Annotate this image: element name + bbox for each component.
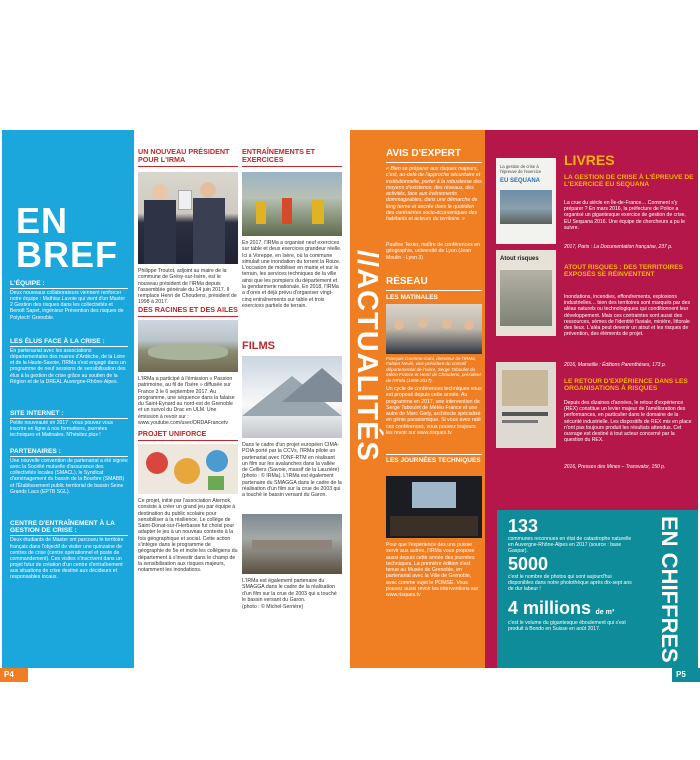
uniforce-text: Ce projet, initié par l'association Aternok, consiste à créer un grand jeu par équipe à destination du public scolaire pour sensibiliser à la résilience. Le collège de Saint-Donat-sur-l'Herbasse fut choisi pour adapter le jeu à un nouveau contexte à la fois géographique et social. Cette action s'intègre dans le programme de géographie de 5e et incite les collégiens du département à s'investir dans le champ de la sensibilisation aux risques majeurs, notamment les inondations. bbox=[138, 498, 238, 574]
en-chiffres-vertical-text: EN CHIFFRES bbox=[657, 516, 682, 663]
section-title: SITE INTERNET : bbox=[10, 410, 128, 419]
figure-3-value: 4 millions bbox=[508, 598, 592, 618]
figure-3-value-line bbox=[508, 598, 648, 619]
section-title: PARTENAIRES : bbox=[10, 448, 128, 457]
journees-photo bbox=[386, 476, 482, 538]
figure-2-value: 5000 bbox=[508, 554, 549, 574]
livres-title: LIVRES bbox=[564, 152, 615, 168]
matinales-title: LES MATINALES bbox=[386, 294, 438, 301]
section-text: Une nouvelle convention de partenariat a été signée avec la Société mutuelle d'assurance des collectivités locales (SMACL), le Syndicat d'aménagement du bassin de la Bourbre (SMABB) et l'Établissement public territorial de bassin Seine Grands Lacs (EPTB SGL). bbox=[10, 458, 128, 495]
matinales-caption: François Gaonmo-Gani, directeur de l'IRMa, Fabien Nevié, vice-président du conseil départemental de l'Isère, Serge Taboulet du Métro France et Henri de Choudens, président de l'IRMa (1998-2017). bbox=[386, 356, 481, 383]
films-photo-crue bbox=[242, 514, 342, 574]
book1-cite: 2017, Paris : La Documentation française, 237 p. bbox=[564, 244, 673, 250]
films-credit: (photo : © Michel-Serrière) bbox=[242, 604, 304, 610]
avis-divider bbox=[386, 162, 482, 163]
figure-1-value: 133 bbox=[508, 516, 539, 536]
page-number-left: P4 bbox=[0, 668, 28, 682]
figure-1-text: communes reconnues en état de catastrophe naturelle en Auvergne-Rhône-Alpes en 2017 (source : base Gaspar). bbox=[508, 536, 632, 555]
reseau-title: RÉSEAU bbox=[386, 276, 428, 287]
racines-text: L'IRMa a participé à l'émission « Passion patrimoine, au fil de l'Isère » diffusée sur France 3 le 6 septembre 2017. Au programme, une séquence dans la falaise du Saint-Eynard au nord-est de Grenoble et un survol du Drac en ULM. Une émission à revoir sur : www.youtube.com/user/DRDAFrancetv bbox=[138, 376, 235, 427]
matinales-text: Un cycle de conférences techniques vous est proposé depuis cette année. Au programme en 2017, une intervention de Serge Taboulet de Météo France et une autre de Marc Giely, architecte spécialisé en génie parasismique. Si vous avez raté ces conférences, vous pouvez toujours les revoir sur www.risques.tv bbox=[386, 386, 482, 437]
book2-cite: 2016, Marseille : Éditions Parenthèses, 173 p. bbox=[564, 362, 667, 368]
en-bref-title: EN BREF bbox=[16, 200, 118, 275]
en-chiffres-vertical-title bbox=[652, 512, 696, 666]
exercices-text: En 2017, l'IRMa a organisé neuf exercices sur table et deux exercices grandeur réelle. Ici à Voreppe, en Isère, où la commune simulait une inondation du torrent la Roize. L'occasion de mobiliser en mairie et sur le terrain, les services techniques de la ville ainsi que les pompiers du département et la gendarmerie nationale. En 2018, l'IRMa a d'ores et déjà prévu d'organiser vingt-cinq entraînements sur table et trois exercices partiels de terrain. bbox=[242, 240, 342, 309]
section-text: Deux nouveaux collaborateurs viennent renforcer notre équipe : Mathias Lavoie qui vient d'un Master 2 Gestion des risques dans les collectivités et Benoît Sapet, ingénieur Prévention des risques de Polytech' Grenoble. bbox=[10, 290, 126, 321]
book3-title: LE RETOUR D'EXPÉRIENCE DANS LES ORGANISATIONS À RISQUES bbox=[564, 378, 688, 393]
section-title: L'ÉQUIPE : bbox=[10, 280, 128, 289]
journees-title: LES JOURNÉES TECHNIQUES bbox=[386, 454, 482, 464]
avis-expert-title: AVIS D'EXPERT bbox=[386, 148, 461, 159]
actualites-vertical-text: //ACTUALITÉS bbox=[351, 250, 383, 462]
en-bref-column bbox=[2, 130, 134, 668]
journees-text: Pour que l'expérience des uns puisse servir aux autres, l'IRMa vous propose aussi depuis cette année des journées techniques. La première édition s'est tenue au Musée de Grenoble, en partenariat avec la Ville de Grenoble, avec comme sujet le POMSE. Vous pouvez aussi revoir les interventions sur www.risques.tv bbox=[386, 542, 479, 599]
section-text: Deux étudiants de Master ont parcouru le territoire français dans l'objectif de visiter une quinzaine de centres de crise (centre opérationnel et poste de commandement). Ces visites s'inscrivent dans un projet futur de création d'un centre d'entraînement aux situations de crise destiné aux décideurs et responsables locaux. bbox=[10, 537, 124, 580]
president-photo bbox=[138, 172, 238, 264]
figure-3-text: c'est le volume du gigantesque éboulement qui s'est produit à Bondo en Suisse en août 2017. bbox=[508, 620, 626, 633]
section-text: En partenariat avec les associations départementales des maires d'Ardèche, de la Loire et de la Haute-Savoie, l'IRMa s'est engagé dans un programme de neuf sessions de sensibilisation des élus à la gestion de crise grâce au soutien de la Région et de la DREAL Auvergne-Rhône-Alpes. bbox=[10, 348, 126, 385]
page-number-right: P5 bbox=[672, 668, 700, 682]
films-title: FILMS bbox=[242, 340, 275, 352]
expert-author: Pauline Texier, maître de conférences en géographie, université de Lyon (Jean Moulin - Lyon 3) bbox=[386, 242, 480, 261]
figure-2-text: c'est le nombre de photos qui sont aujourd'hui disponibles dans notre photothèque après dix-sept ans de dur labeur ! bbox=[508, 574, 632, 593]
president-title: UN NOUVEAU PRÉSIDENT POUR L'IRMA bbox=[138, 148, 238, 167]
book-cover-subtitle: EU SEQUANA bbox=[500, 178, 541, 184]
bref-section-elus bbox=[10, 338, 128, 385]
racines-photo bbox=[138, 320, 238, 372]
book-cover-atout-risques bbox=[496, 250, 556, 336]
bref-section-site bbox=[10, 410, 128, 438]
book-cover-title: La gestion de crise à l'épreuve de l'exercice bbox=[500, 164, 542, 174]
films-photo-avalanche bbox=[242, 356, 342, 438]
book1-title: LA GESTION DE CRISE À L'ÉPREUVE DE L'EXERCICE EU SEQUANA bbox=[564, 174, 694, 189]
actualites-vertical-title bbox=[350, 130, 390, 668]
exercices-photo bbox=[242, 172, 342, 236]
uniforce-title: PROJET UNIFORCE bbox=[138, 430, 238, 441]
reseau-divider bbox=[386, 290, 482, 291]
book2-text: Inondations, incendies, effondrements, explosions industrielles… bien des territoires sont marqués par des aléas naturels ou technologiques qui conditionnent leur développement. Mais ces contraintes sont aussi des ressources, sèmes de l'identité fluviale, minière, littorale des lieux. L'aléa peut devenir un atout et les risques de prévention, des éléments de projet. bbox=[564, 294, 690, 338]
bref-section-partenaires bbox=[10, 448, 128, 495]
exercices-title: ENTRAÎNEMENTS ET EXERCICES bbox=[242, 148, 342, 167]
book-cover-title: Atout risques bbox=[500, 256, 539, 262]
racines-title: DES RACINES ET DES AILES bbox=[138, 306, 238, 317]
section-title: LES ÉLUS FACE À LA CRISE : bbox=[10, 338, 128, 347]
figure-3-unit: de m³ bbox=[595, 609, 615, 616]
book3-text: Depuis des dizaines d'années, le retour d'expérience (REX) constitue un levier majeur de l'amélioration des performances, en particulier dans le domaine de la sécurité industrielle. Les dispositifs de REX mis en place n'ont pas toujours produit les résultats attendus. Cet ouvrage est destiné à tout acteur concerné par la question du REX. bbox=[564, 400, 692, 444]
book2-title: ATOUT RISQUES : DES TERRITOIRES EXPOSÉS SE RÉINVENTENT bbox=[564, 264, 684, 279]
section-title: CENTRE D'ENTRAÎNEMENT À LA GESTION DE CRISE : bbox=[10, 520, 128, 536]
bref-section-centre bbox=[10, 520, 128, 580]
book-cover-eu-sequana bbox=[496, 158, 556, 244]
book3-cite: 2016, Presses des Mines – Transvalor, 150 p. bbox=[564, 464, 666, 470]
matinales-photo bbox=[386, 304, 482, 354]
section-text: Petite nouveauté en 2017 : vous pouvez vous inscrire en ligne à nos formations, journées techniques et Matinales. N'hésitez plus ! bbox=[10, 420, 114, 439]
expert-quote: « Bien se préparer aux risques majeurs, c'est, au-delà de l'approche sécuritaire et institutionnelle, porter à la robustesse des moyens d'existence, des réseaux, des activités, face aux événements dommageables, dans une démarche de long terme et ancrée dans le quotidien des contraintes socio-économiques des habitants et acteurs du territoire. » bbox=[386, 166, 482, 223]
films-text-1: Dans le cadre d'un projet européen CIMA-POIA porté par la CCVs, l'IRMa pilote un partenariat avec l'ONF-RTM en réalisant un film sur les avalanches dans la vallée de Celliers (Savoie, massif de la Lauzière) (photo : © IRMa). L'IRMa est également partenaire du SMAGGA dans le cadre de la réalisation d'un film sur la crue de 2003 qui a touché le bassin versant du Garon. bbox=[242, 442, 342, 499]
book-cover-retour-experience bbox=[496, 362, 556, 448]
bref-section-equipe bbox=[10, 280, 128, 321]
book1-text: La crue du siècle en Île-de-France… Comment s'y préparer ? En mars 2016, la préfecture de Police a organisé un gigantesque exercice de gestion de crise, EU Sequana 2016. Une équipe de chercheurs a pu le suivre. bbox=[564, 200, 686, 231]
president-text: Philippe Troutot, adjoint au maire de la commune de Grésy-sur-Isère, est le nouveau président de l'IRMa depuis l'assemblée générale du 14 juin 2017. Il remplace Henri de Choudens, président de 1998 à 2017. bbox=[138, 268, 237, 306]
films-text-2: L'IRMa est également partenaire du SMAGGA dans le cadre de la réalisation d'un film sur la crue de 2003 qui a touché le bassin versant du Garon. bbox=[242, 578, 337, 603]
uniforce-photo bbox=[138, 444, 238, 494]
